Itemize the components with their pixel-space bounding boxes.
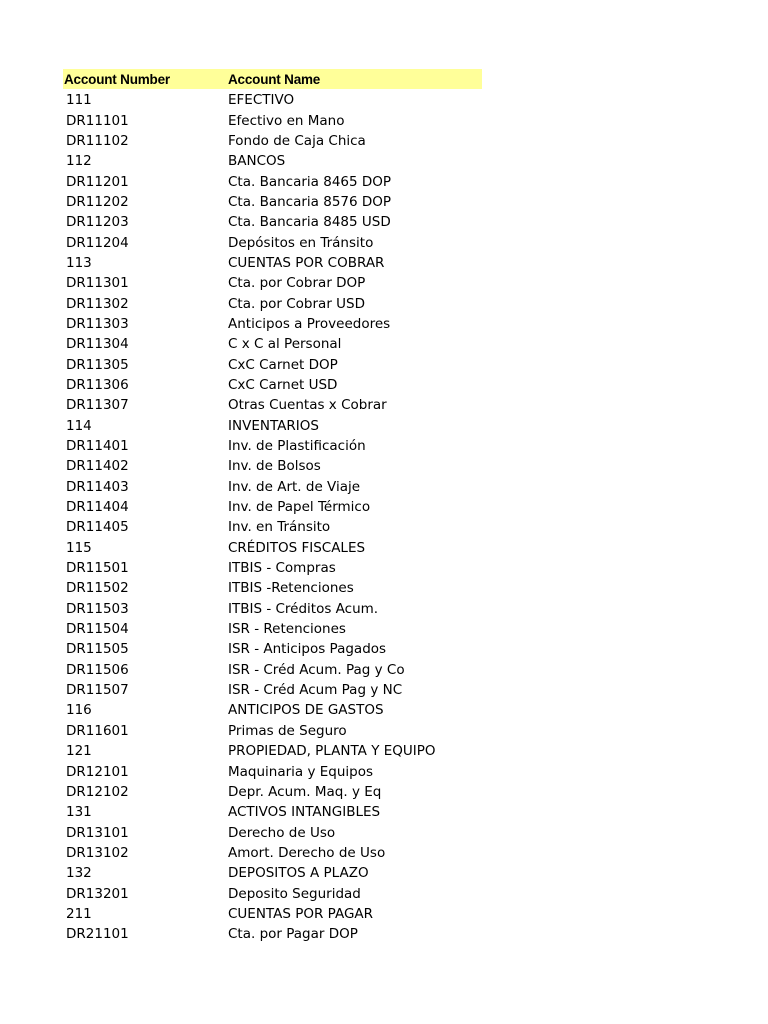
table-row — [63, 863, 482, 883]
table-row — [63, 721, 482, 741]
table-row — [63, 293, 482, 313]
account-name-cell: CRÉDITOS FISCALES — [228, 539, 366, 556]
header-account-number: Account Number — [64, 71, 170, 87]
account-number-cell: DR11303 — [66, 315, 129, 332]
table-row — [63, 334, 482, 354]
account-number-cell: 132 — [66, 865, 92, 882]
table-row — [63, 843, 482, 863]
account-number-cell: DR13101 — [66, 824, 129, 841]
account-number-cell: DR11506 — [66, 661, 129, 678]
account-number-cell: DR11501 — [66, 560, 129, 577]
account-name-cell: Efectivo en Mano — [228, 112, 345, 129]
account-number-cell: DR11307 — [66, 397, 129, 414]
account-name-cell: Deposito Seguridad — [228, 885, 361, 902]
account-name-cell: ISR - Créd Acum. Pag y Co — [228, 661, 405, 678]
account-name-cell: PROPIEDAD, PLANTA Y EQUIPO — [228, 743, 436, 760]
table-row — [63, 171, 482, 191]
table-row — [63, 680, 482, 700]
account-name-cell: ISR - Anticipos Pagados — [228, 641, 387, 658]
table-row — [63, 660, 482, 680]
account-name-cell: BANCOS — [228, 153, 286, 170]
account-number-cell: DR11405 — [66, 519, 129, 536]
table-row — [63, 639, 482, 659]
account-name-cell: Depósitos en Tránsito — [228, 234, 374, 251]
table-row — [63, 354, 482, 374]
table-row — [63, 924, 482, 944]
account-number-cell: DR11301 — [66, 275, 129, 292]
table-body — [63, 90, 482, 944]
account-name-cell: Cta. Bancaria 8485 USD — [228, 214, 391, 231]
table-row — [63, 192, 482, 212]
account-number-cell: DR11102 — [66, 132, 129, 149]
table-row — [63, 822, 482, 842]
account-name-cell: Cta. por Cobrar DOP — [228, 275, 366, 292]
table-row — [63, 90, 482, 110]
table-row — [63, 761, 482, 781]
account-number-cell: DR11203 — [66, 214, 129, 231]
account-name-cell: Inv. de Bolsos — [228, 458, 321, 475]
account-number-cell: DR11601 — [66, 722, 129, 739]
account-name-cell: CUENTAS POR PAGAR — [228, 905, 374, 922]
account-number-cell: DR13201 — [66, 885, 129, 902]
account-number-cell: DR11302 — [66, 295, 129, 312]
account-number-cell: DR11306 — [66, 376, 129, 393]
account-name-cell: Maquinaria y Equipos — [228, 763, 374, 780]
account-name-cell: CUENTAS POR COBRAR — [228, 254, 385, 271]
account-number-cell: DR11504 — [66, 621, 129, 638]
table-row — [63, 232, 482, 252]
account-number-cell: DR11201 — [66, 173, 129, 190]
account-number-cell: 121 — [66, 743, 92, 760]
table-row — [63, 416, 482, 436]
table-row — [63, 375, 482, 395]
account-number-cell: DR12101 — [66, 763, 129, 780]
account-name-cell: ANTICIPOS DE GASTOS — [228, 702, 384, 719]
account-name-cell: ITBIS - Compras — [228, 560, 336, 577]
account-number-cell: DR21101 — [66, 926, 129, 943]
table-row — [63, 110, 482, 130]
account-number-cell: DR13102 — [66, 844, 129, 861]
account-number-cell: DR11502 — [66, 580, 129, 597]
account-name-cell: Primas de Seguro — [228, 722, 347, 739]
table-row — [63, 497, 482, 517]
account-name-cell: Inv. en Tránsito — [228, 519, 331, 536]
account-name-cell: Derecho de Uso — [228, 824, 336, 841]
account-name-cell: CxC Carnet DOP — [228, 356, 338, 373]
table-row — [63, 436, 482, 456]
header-account-name: Account Name — [228, 71, 321, 87]
account-number-cell: 116 — [66, 702, 92, 719]
account-name-cell: Inv. de Art. de Viaje — [228, 478, 361, 495]
table-row — [63, 212, 482, 232]
account-number-cell: DR11505 — [66, 641, 129, 658]
account-number-cell: 112 — [66, 153, 92, 170]
account-name-cell: ISR - Retenciones — [228, 621, 346, 638]
account-name-cell: Otras Cuentas x Cobrar — [228, 397, 387, 414]
account-number-cell: DR11204 — [66, 234, 129, 251]
account-name-cell: ITBIS - Créditos Acum. — [228, 600, 379, 617]
account-name-cell: Cta. Bancaria 8576 DOP — [228, 193, 392, 210]
account-name-cell: INVENTARIOS — [228, 417, 319, 434]
table-row — [63, 131, 482, 151]
account-number-cell: DR11401 — [66, 438, 129, 455]
account-number-cell: DR11202 — [66, 193, 129, 210]
table-row — [63, 517, 482, 537]
account-number-cell: 131 — [66, 804, 92, 821]
table-row — [63, 477, 482, 497]
table-row — [63, 802, 482, 822]
account-number-cell: DR11503 — [66, 600, 129, 617]
account-number-cell: 115 — [66, 539, 92, 556]
account-number-cell: 111 — [66, 92, 92, 109]
table-row — [63, 395, 482, 415]
account-name-cell: Depr. Acum. Maq. y Eq — [228, 783, 382, 800]
table-row — [63, 883, 482, 903]
account-name-cell: DEPOSITOS A PLAZO — [228, 865, 369, 882]
account-name-cell: Inv. de Plastificación — [228, 438, 366, 455]
table-row — [63, 314, 482, 334]
table-row — [63, 741, 482, 761]
account-name-cell: Cta. por Pagar DOP — [228, 926, 358, 943]
account-name-cell: Fondo de Caja Chica — [228, 132, 366, 149]
table-row — [63, 151, 482, 171]
table-row — [63, 619, 482, 639]
account-number-cell: 211 — [66, 905, 92, 922]
account-name-cell: Cta. Bancaria 8465 DOP — [228, 173, 392, 190]
accounts-table — [63, 69, 482, 944]
table-row — [63, 558, 482, 578]
table-row — [63, 538, 482, 558]
table-row — [63, 273, 482, 293]
table-row — [63, 700, 482, 720]
account-number-cell: DR11404 — [66, 499, 129, 516]
account-name-cell: Cta. por Cobrar USD — [228, 295, 366, 312]
account-name-cell: Inv. de Papel Térmico — [228, 499, 371, 516]
account-name-cell: ACTIVOS INTANGIBLES — [228, 804, 381, 821]
table-row — [63, 253, 482, 273]
account-number-cell: DR11305 — [66, 356, 129, 373]
table-row — [63, 904, 482, 924]
account-number-cell: 113 — [66, 254, 92, 271]
account-name-cell: ITBIS -Retenciones — [228, 580, 354, 597]
table-row — [63, 578, 482, 598]
account-number-cell: DR11403 — [66, 478, 129, 495]
account-name-cell: Anticipos a Proveedores — [228, 315, 391, 332]
account-name-cell: Amort. Derecho de Uso — [228, 844, 386, 861]
account-number-cell: DR12102 — [66, 783, 129, 800]
account-name-cell: EFECTIVO — [228, 92, 295, 109]
table-row — [63, 599, 482, 619]
table-row — [63, 456, 482, 476]
account-name-cell: C x C al Personal — [228, 336, 342, 353]
account-number-cell: DR11507 — [66, 682, 129, 699]
account-name-cell: CxC Carnet USD — [228, 376, 338, 393]
table-header — [63, 69, 482, 89]
account-number-cell: DR11402 — [66, 458, 129, 475]
account-name-cell: ISR - Créd Acum Pag y NC — [228, 682, 403, 699]
account-number-cell: DR11101 — [66, 112, 129, 129]
account-number-cell: 114 — [66, 417, 92, 434]
account-number-cell: DR11304 — [66, 336, 129, 353]
table-row — [63, 782, 482, 802]
